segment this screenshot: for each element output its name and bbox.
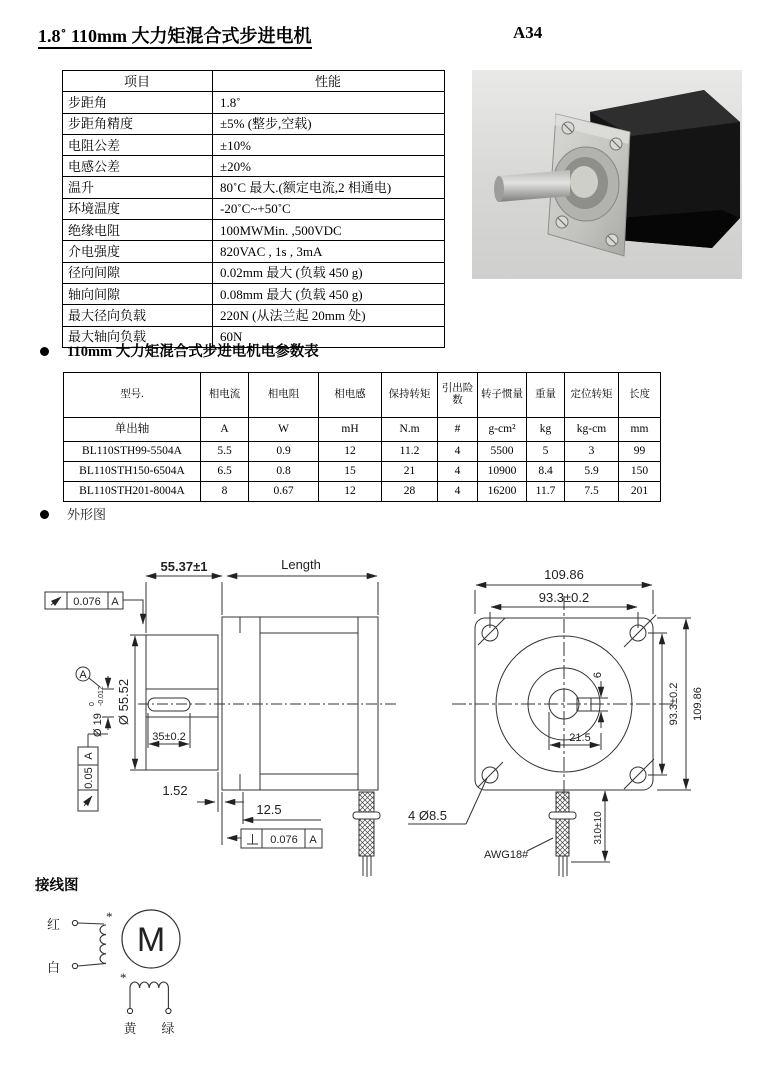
table-row — [63, 305, 445, 326]
spec-value: 220N (从法兰起 20mm 处) — [213, 305, 445, 326]
data-cell: 12 — [319, 482, 382, 502]
product-photo — [472, 70, 742, 279]
col-header: 型号. — [64, 373, 201, 418]
table-row — [64, 482, 661, 502]
table-row — [63, 177, 445, 198]
col-header: 重量 — [527, 373, 565, 418]
spec-key: 电感公差 — [63, 156, 213, 177]
unit-cell: W — [249, 418, 319, 442]
front-view — [408, 585, 691, 877]
spec-key: 最大轴向负载 — [63, 326, 213, 347]
data-cell: 7.5 — [565, 482, 619, 502]
data-cell: 15 — [319, 462, 382, 482]
tolerance-lower: -0.012 — [98, 686, 105, 706]
model-cell: BL110STH201-8004A — [64, 482, 201, 502]
coil-phase-b — [130, 982, 168, 988]
model-cell: BL110STH150-6504A — [64, 462, 201, 482]
cable-sleeve — [556, 792, 569, 856]
spec-table — [62, 70, 445, 348]
spec-header-perf: 性能 — [213, 71, 445, 92]
spec-key: 温升 — [63, 177, 213, 198]
spec-key: 绝缘电阻 — [63, 220, 213, 241]
bullet-icon — [40, 347, 49, 356]
tolerance-value: 0.076 — [73, 596, 101, 608]
spec-value: ±20% — [213, 156, 445, 177]
wiring-section-title: 接线图 — [35, 878, 79, 894]
table-row — [63, 113, 445, 134]
data-cell: 4 — [438, 442, 478, 462]
dim-label: Ø 19 — [92, 713, 104, 737]
dim-label: 55.37±1 — [160, 559, 208, 574]
col-header: 定位转矩 — [565, 373, 619, 418]
spec-value: 0.02mm 最大 (负载 450 g) — [213, 262, 445, 283]
cable-sleeve — [359, 792, 374, 856]
dim-label: 109.86 — [544, 567, 584, 582]
lead-label-white: 白 — [47, 960, 61, 975]
datum-letter: A — [79, 669, 87, 681]
outline-section-title: 外形图 — [67, 507, 107, 522]
spec-value: 820VAC , 1s , 3mA — [213, 241, 445, 262]
bullet-icon — [40, 510, 49, 519]
table-row — [63, 134, 445, 155]
table-row — [63, 71, 445, 92]
unit-cell: N.m — [382, 418, 438, 442]
data-cell: 21 — [382, 462, 438, 482]
table-row — [64, 462, 661, 482]
dim-label: 12.5 — [256, 802, 282, 817]
col-header: 转子惯量 — [478, 373, 527, 418]
data-cell: 5 — [527, 442, 565, 462]
unit-cell: A — [201, 418, 249, 442]
unit-cell: kg — [527, 418, 565, 442]
cable-collar — [353, 812, 380, 819]
spec-key: 环境温度 — [63, 198, 213, 219]
unit-cell: # — [438, 418, 478, 442]
spec-key: 轴向间隙 — [63, 283, 213, 304]
spec-key: 电阻公差 — [63, 134, 213, 155]
dim-label: 93.3±0.2 — [668, 682, 680, 726]
dim-label: Length — [281, 557, 321, 572]
dim-label: 35±0.2 — [152, 731, 186, 743]
col-header: 引出险数 — [438, 373, 478, 418]
data-cell: 6.5 — [201, 462, 249, 482]
data-cell: 5.5 — [201, 442, 249, 462]
wire-gauge-label: AWG18# — [484, 849, 529, 861]
spec-value: 100MWMin. ,500VDC — [213, 220, 445, 241]
dim-label: Ø 55.52 — [116, 678, 131, 726]
dim-label: 93.3±0.2 — [538, 590, 590, 605]
table-row — [63, 92, 445, 113]
holes-label: 4 Ø8.5 — [408, 808, 448, 823]
col-header: 相电阻 — [249, 373, 319, 418]
dim-label: 310±10 — [593, 811, 604, 845]
spec-header-item: 项目 — [63, 71, 213, 92]
col-header: 相电流 — [201, 373, 249, 418]
unit-cell: g-cm² — [478, 418, 527, 442]
data-cell: 10900 — [478, 462, 527, 482]
dim-label: 109.86 — [692, 687, 704, 721]
runout-arrow-icon — [51, 597, 61, 605]
col-header: 长度 — [619, 373, 661, 418]
coil-phase-a — [100, 925, 106, 963]
shaft-end — [494, 176, 504, 202]
lead-label-green: 绿 — [161, 1021, 175, 1036]
spec-value: ±10% — [213, 134, 445, 155]
spec-key: 步距角精度 — [63, 113, 213, 134]
table-row — [64, 442, 661, 462]
model-cell: BL110STH99-5504A — [64, 442, 201, 462]
spec-key: 最大径向负载 — [63, 305, 213, 326]
perpendicularity-icon — [247, 834, 258, 844]
spec-value: 60N — [213, 326, 445, 347]
side-view-labels — [73, 557, 321, 846]
datum-letter: A — [111, 596, 119, 608]
unit-cell: mm — [619, 418, 661, 442]
data-cell: 99 — [619, 442, 661, 462]
terminal-green — [166, 1008, 171, 1013]
dim-label: 21.5 — [569, 732, 591, 744]
spec-value: 80˚C 最大.(额定电流,2 相通电) — [213, 177, 445, 198]
lead-label-red: 红 — [47, 917, 61, 932]
tolerance-upper: 0 — [89, 702, 96, 706]
table-row — [64, 418, 661, 442]
lead-label-yellow: 黄 — [123, 1021, 137, 1036]
runout-arrow-icon — [84, 796, 92, 806]
unit-cell: 单出轴 — [64, 418, 201, 442]
table-row — [64, 373, 661, 418]
data-cell: 150 — [619, 462, 661, 482]
params-table — [63, 372, 661, 502]
data-cell: 3 — [565, 442, 619, 462]
tolerance-value: 0.076 — [270, 834, 298, 846]
motor-letter: M — [136, 921, 166, 959]
datum-letter: A — [309, 834, 317, 846]
spec-value: 0.08mm 最大 (负载 450 g) — [213, 283, 445, 304]
terminal-white — [72, 963, 77, 968]
data-cell: 0.67 — [249, 482, 319, 502]
table-row — [63, 262, 445, 283]
table-row — [63, 198, 445, 219]
col-header: 保持转矩 — [382, 373, 438, 418]
data-cell: 8.4 — [527, 462, 565, 482]
data-cell: 4 — [438, 482, 478, 502]
params-section-title: 110mm 大力矩混合式步进电机电参数表 — [67, 344, 319, 360]
mounting-holes — [478, 615, 656, 789]
datum-letter: A — [83, 752, 95, 760]
data-cell: 11.7 — [527, 482, 565, 502]
shaft-boss-outline — [146, 635, 218, 770]
data-cell: 12 — [319, 442, 382, 462]
data-cell: 4 — [438, 462, 478, 482]
terminal-red — [72, 920, 77, 925]
table-row — [63, 241, 445, 262]
dim-label: 6 — [592, 671, 604, 679]
spec-key: 径向间隙 — [63, 262, 213, 283]
data-cell: 201 — [619, 482, 661, 502]
polarity-star: * — [106, 909, 113, 924]
page-code: A34 — [513, 23, 543, 42]
table-row — [63, 283, 445, 304]
bearing-inner — [570, 166, 598, 198]
spec-value: 1.8˚ — [213, 92, 445, 113]
cable-collar — [549, 812, 576, 819]
spec-key: 步距角 — [63, 92, 213, 113]
spec-key: 介电强度 — [63, 241, 213, 262]
table-row — [63, 156, 445, 177]
col-header: 相电感 — [319, 373, 382, 418]
tolerance-value: 0.05 — [83, 767, 95, 789]
page-title — [38, 22, 312, 48]
data-cell: 8 — [201, 482, 249, 502]
data-cell: 11.2 — [382, 442, 438, 462]
page-title-text: 1.8˚ 110mm 大力矩混合式步进电机 — [38, 26, 312, 49]
terminal-yellow — [127, 1008, 132, 1013]
unit-cell: mH — [319, 418, 382, 442]
data-cell: 0.8 — [249, 462, 319, 482]
polarity-star: * — [120, 970, 127, 985]
spec-value: -20˚C~+50˚C — [213, 198, 445, 219]
spec-value: ±5% (整步,空载) — [213, 113, 445, 134]
data-cell: 5.9 — [565, 462, 619, 482]
data-cell: 16200 — [478, 482, 527, 502]
data-cell: 5500 — [478, 442, 527, 462]
unit-cell: kg-cm — [565, 418, 619, 442]
wiring-diagram — [40, 900, 270, 1045]
dim-label: 1.52 — [162, 783, 188, 798]
table-row — [63, 220, 445, 241]
outline-drawing — [30, 548, 740, 880]
data-cell: 28 — [382, 482, 438, 502]
data-cell: 0.9 — [249, 442, 319, 462]
